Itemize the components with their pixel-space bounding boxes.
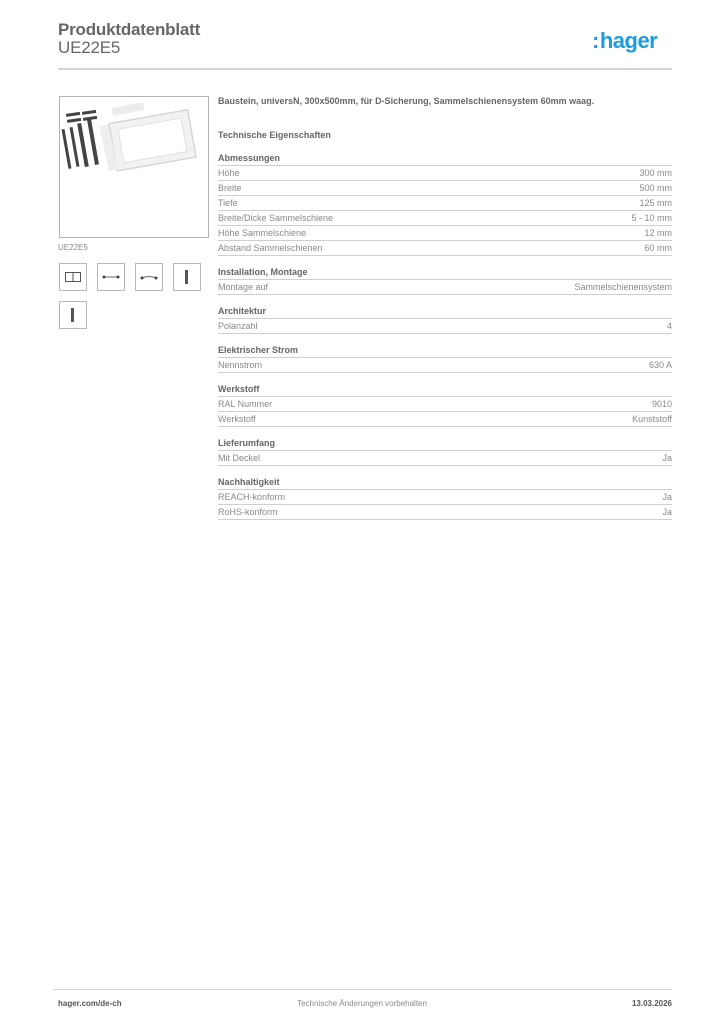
product-description: Baustein, universN, 300x500mm, für D-Sicherung, Sammelschienensystem 60mm waag.: [218, 96, 595, 106]
spec-row: Mit Deckel Ja: [218, 451, 672, 466]
spec-row: Tiefe 125 mm: [218, 196, 672, 211]
section-title: Abmessungen: [218, 152, 672, 166]
vertical-bar-icon: [71, 308, 75, 322]
page-title: Produktdatenblatt: [58, 20, 201, 39]
section-title: Werkstoff: [218, 383, 672, 397]
spec-row: Abstand Sammelschienen 60 mm: [218, 241, 672, 256]
section-title: Elektrischer Strom: [218, 344, 672, 358]
section-architektur: [218, 305, 672, 334]
header-divider: [58, 68, 672, 70]
horizontal-bar-icon: [102, 274, 120, 280]
thumbnail-4[interactable]: [173, 263, 201, 291]
image-caption: UE22E5: [58, 243, 88, 252]
section-elektrischer-strom: [218, 344, 672, 373]
product-code: UE22E5: [58, 38, 121, 57]
section-installation: [218, 266, 672, 295]
thumbnail-2[interactable]: [97, 263, 125, 291]
section-abmessungen: [218, 152, 672, 256]
section-title: Nachhaltigkeit: [218, 476, 672, 490]
curved-bar-icon: [140, 274, 158, 280]
footer-website-link[interactable]: hager.com/de-ch: [58, 999, 122, 1008]
section-title: Lieferumfang: [218, 437, 672, 451]
thumbnail-3[interactable]: [135, 263, 163, 291]
thumbnail-1[interactable]: [59, 263, 87, 291]
double-frame-icon: [65, 272, 81, 282]
footer-divider: [54, 989, 672, 990]
spec-row: RAL Nummer 9010: [218, 397, 672, 412]
section-title: Installation, Montage: [218, 266, 672, 280]
spec-content: [218, 96, 672, 530]
vertical-bar-icon: [185, 270, 189, 284]
spec-row: Höhe Sammelschiene 12 mm: [218, 226, 672, 241]
section-werkstoff: [218, 383, 672, 427]
spec-row: REACH-konform Ja: [218, 490, 672, 505]
spec-row: Breite/Dicke Sammelschiene 5 - 10 mm: [218, 211, 672, 226]
technical-properties-title: Technische Eigenschaften: [218, 130, 331, 140]
spec-row: Montage auf Sammelschienensystem: [218, 280, 672, 295]
spec-row: Breite 500 mm: [218, 181, 672, 196]
product-image: [59, 96, 209, 238]
spec-row: Werkstoff Kunststoff: [218, 412, 672, 427]
section-title: Architektur: [218, 305, 672, 319]
section-nachhaltigkeit: [218, 476, 672, 520]
thumbnail-5[interactable]: [59, 301, 87, 329]
footer-date: 13.03.2026: [631, 999, 672, 1008]
section-lieferumfang: [218, 437, 672, 466]
footer-disclaimer: Technische Änderungen vorbehalten: [297, 999, 427, 1008]
product-photo-icon: [60, 97, 208, 237]
hager-logo: :hager: [592, 28, 658, 53]
spec-row: Polanzahl 4: [218, 319, 672, 334]
spec-row: Nennstrom 630 A: [218, 358, 672, 373]
spec-row: RoHS-konform Ja: [218, 505, 672, 520]
spec-row: Höhe 300 mm: [218, 166, 672, 181]
